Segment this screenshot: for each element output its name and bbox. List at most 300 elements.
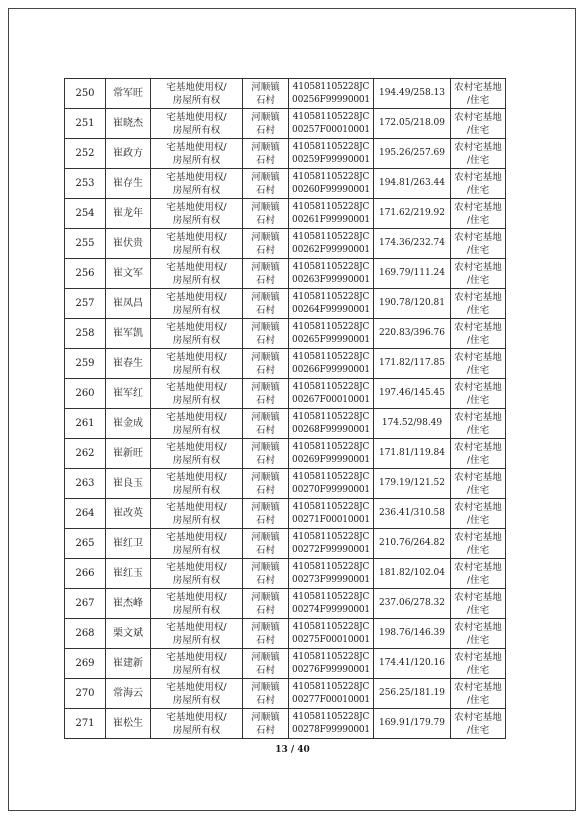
cell-land-use-line-2: /住宅 bbox=[466, 364, 490, 376]
cell-right-type-line-1: 宅基地使用权/ bbox=[166, 81, 227, 93]
cell-area: 174.52/98.49 bbox=[374, 409, 451, 439]
cell-right-type-line-1: 宅基地使用权/ bbox=[166, 141, 227, 153]
cell-unit-code-line-2: 00261F99990001 bbox=[292, 214, 370, 225]
cell-location bbox=[243, 139, 289, 169]
cell-unit-code-line-1: 410581105228JC bbox=[292, 471, 370, 482]
cell-land-use-line-2: /住宅 bbox=[466, 574, 490, 586]
cell-land-use-line-2: /住宅 bbox=[466, 274, 490, 286]
cell-land-use-line-1: 农村宅基地 bbox=[454, 501, 502, 513]
cell-number: 262 bbox=[65, 439, 106, 469]
cell-right-type-line-2: 房屋所有权 bbox=[172, 124, 221, 136]
cell-location bbox=[243, 469, 289, 499]
cell-location-line-2: 石村 bbox=[255, 544, 275, 556]
table-row bbox=[65, 349, 506, 379]
cell-land-use-line-2: /住宅 bbox=[466, 484, 490, 496]
cell-unit-code-line-2: 00275F00010001 bbox=[292, 634, 370, 645]
cell-location bbox=[243, 349, 289, 379]
cell-unit-code-line-1: 410581105228JC bbox=[292, 681, 370, 692]
cell-location bbox=[243, 229, 289, 259]
cell-right-type-line-2: 房屋所有权 bbox=[172, 634, 221, 646]
cell-location-line-2: 石村 bbox=[255, 694, 275, 706]
cell-number: 263 bbox=[65, 469, 106, 499]
cell-number: 259 bbox=[65, 349, 106, 379]
cell-number: 257 bbox=[65, 289, 106, 319]
cell-area: 237.06/278.32 bbox=[374, 589, 451, 619]
cell-right-type-line-2: 房屋所有权 bbox=[172, 514, 221, 526]
cell-right-type-line-2: 房屋所有权 bbox=[172, 274, 221, 286]
cell-location bbox=[243, 679, 289, 709]
cell-location-line-2: 石村 bbox=[255, 304, 275, 316]
table-row bbox=[65, 229, 506, 259]
cell-area: 174.41/120.16 bbox=[374, 649, 451, 679]
cell-unit-code-line-2: 00277F00010001 bbox=[292, 694, 370, 705]
cell-right-type-line-2: 房屋所有权 bbox=[172, 544, 221, 556]
cell-number: 269 bbox=[65, 649, 106, 679]
cell-unit-code-line-2: 00262F99990001 bbox=[292, 244, 370, 255]
cell-owner-name: 常军旺 bbox=[106, 79, 151, 109]
table-row bbox=[65, 679, 506, 709]
cell-right-type-line-1: 宅基地使用权/ bbox=[166, 261, 227, 273]
cell-right-type bbox=[151, 619, 243, 649]
cell-right-type bbox=[151, 709, 243, 739]
cell-unit-code-line-2: 00273F99990001 bbox=[292, 574, 370, 585]
cell-unit-code bbox=[289, 379, 374, 409]
cell-location-line-2: 石村 bbox=[255, 154, 275, 166]
cell-right-type bbox=[151, 379, 243, 409]
cell-unit-code bbox=[289, 649, 374, 679]
cell-land-use bbox=[451, 499, 506, 529]
cell-location-line-1: 河顺镇 bbox=[251, 531, 280, 543]
cell-land-use-line-1: 农村宅基地 bbox=[454, 141, 502, 153]
cell-owner-name: 崔建新 bbox=[106, 649, 151, 679]
cell-area: 210.76/264.82 bbox=[374, 529, 451, 559]
table-row bbox=[65, 619, 506, 649]
cell-right-type-line-1: 宅基地使用权/ bbox=[166, 531, 227, 543]
cell-location-line-1: 河顺镇 bbox=[251, 651, 280, 663]
cell-location-line-1: 河顺镇 bbox=[251, 321, 280, 333]
cell-location-line-2: 石村 bbox=[255, 394, 275, 406]
table-row bbox=[65, 259, 506, 289]
cell-unit-code bbox=[289, 319, 374, 349]
cell-right-type bbox=[151, 499, 243, 529]
cell-location-line-1: 河顺镇 bbox=[251, 171, 280, 183]
cell-unit-code-line-1: 410581105228JC bbox=[292, 561, 370, 572]
cell-owner-name: 崔龙年 bbox=[106, 199, 151, 229]
cell-location-line-2: 石村 bbox=[255, 604, 275, 616]
cell-area: 197.46/145.45 bbox=[374, 379, 451, 409]
cell-location bbox=[243, 439, 289, 469]
cell-unit-code-line-1: 410581105228JC bbox=[292, 111, 370, 122]
cell-right-type-line-1: 宅基地使用权/ bbox=[166, 501, 227, 513]
cell-land-use-line-1: 农村宅基地 bbox=[454, 381, 502, 393]
cell-unit-code-line-1: 410581105228JC bbox=[292, 441, 370, 452]
cell-right-type bbox=[151, 229, 243, 259]
cell-land-use bbox=[451, 649, 506, 679]
table-row bbox=[65, 439, 506, 469]
cell-right-type-line-1: 宅基地使用权/ bbox=[166, 621, 227, 633]
cell-unit-code-line-2: 00265F99990001 bbox=[292, 334, 370, 345]
cell-location-line-2: 石村 bbox=[255, 724, 275, 736]
cell-number: 261 bbox=[65, 409, 106, 439]
cell-right-type-line-2: 房屋所有权 bbox=[172, 724, 221, 736]
cell-right-type-line-1: 宅基地使用权/ bbox=[166, 381, 227, 393]
cell-owner-name: 崔松生 bbox=[106, 709, 151, 739]
table-row bbox=[65, 559, 506, 589]
cell-right-type-line-1: 宅基地使用权/ bbox=[166, 471, 227, 483]
cell-unit-code-line-2: 00263F99990001 bbox=[292, 274, 370, 285]
cell-land-use-line-1: 农村宅基地 bbox=[454, 531, 502, 543]
cell-unit-code-line-1: 410581105228JC bbox=[292, 591, 370, 602]
cell-land-use-line-1: 农村宅基地 bbox=[454, 621, 502, 633]
cell-right-type-line-2: 房屋所有权 bbox=[172, 184, 221, 196]
cell-unit-code bbox=[289, 199, 374, 229]
cell-location-line-1: 河顺镇 bbox=[251, 501, 280, 513]
cell-owner-name: 崔良玉 bbox=[106, 469, 151, 499]
cell-land-use bbox=[451, 619, 506, 649]
cell-land-use bbox=[451, 469, 506, 499]
cell-unit-code-line-2: 00271F00010001 bbox=[292, 514, 370, 525]
cell-land-use bbox=[451, 709, 506, 739]
cell-unit-code-line-1: 410581105228JC bbox=[292, 411, 370, 422]
cell-unit-code-line-1: 410581105228JC bbox=[292, 621, 370, 632]
cell-area: 172.05/218.09 bbox=[374, 109, 451, 139]
cell-land-use-line-2: /住宅 bbox=[466, 694, 490, 706]
cell-right-type-line-2: 房屋所有权 bbox=[172, 304, 221, 316]
cell-land-use-line-1: 农村宅基地 bbox=[454, 261, 502, 273]
cell-land-use-line-1: 农村宅基地 bbox=[454, 411, 502, 423]
cell-land-use-line-1: 农村宅基地 bbox=[454, 111, 502, 123]
cell-land-use bbox=[451, 319, 506, 349]
cell-owner-name: 崔金成 bbox=[106, 409, 151, 439]
cell-right-type-line-1: 宅基地使用权/ bbox=[166, 291, 227, 303]
cell-right-type bbox=[151, 349, 243, 379]
cell-number: 270 bbox=[65, 679, 106, 709]
cell-land-use-line-2: /住宅 bbox=[466, 514, 490, 526]
cell-unit-code bbox=[289, 289, 374, 319]
cell-land-use bbox=[451, 199, 506, 229]
cell-unit-code-line-1: 410581105228JC bbox=[292, 501, 370, 512]
cell-right-type-line-2: 房屋所有权 bbox=[172, 394, 221, 406]
cell-number: 250 bbox=[65, 79, 106, 109]
cell-land-use-line-1: 农村宅基地 bbox=[454, 201, 502, 213]
cell-location-line-2: 石村 bbox=[255, 274, 275, 286]
cell-unit-code-line-1: 410581105228JC bbox=[292, 351, 370, 362]
cell-unit-code-line-2: 00278F99990001 bbox=[292, 724, 370, 735]
table-row bbox=[65, 139, 506, 169]
cell-location-line-2: 石村 bbox=[255, 94, 275, 106]
cell-unit-code-line-1: 410581105228JC bbox=[292, 291, 370, 302]
cell-unit-code-line-2: 00266F99990001 bbox=[292, 364, 370, 375]
cell-land-use-line-1: 农村宅基地 bbox=[454, 471, 502, 483]
cell-location-line-1: 河顺镇 bbox=[251, 261, 280, 273]
cell-unit-code-line-2: 00274F99990001 bbox=[292, 604, 370, 615]
cell-right-type-line-2: 房屋所有权 bbox=[172, 454, 221, 466]
cell-location-line-1: 河顺镇 bbox=[251, 561, 280, 573]
cell-number: 253 bbox=[65, 169, 106, 199]
cell-unit-code bbox=[289, 109, 374, 139]
cell-unit-code-line-2: 00257F00010001 bbox=[292, 124, 370, 135]
cell-unit-code bbox=[289, 169, 374, 199]
cell-right-type-line-2: 房屋所有权 bbox=[172, 604, 221, 616]
cell-area: 181.82/102.04 bbox=[374, 559, 451, 589]
cell-land-use-line-1: 农村宅基地 bbox=[454, 291, 502, 303]
cell-right-type-line-2: 房屋所有权 bbox=[172, 244, 221, 256]
cell-land-use-line-2: /住宅 bbox=[466, 544, 490, 556]
cell-owner-name: 崔存生 bbox=[106, 169, 151, 199]
cell-unit-code bbox=[289, 499, 374, 529]
cell-area: 198.76/146.39 bbox=[374, 619, 451, 649]
cell-unit-code-line-1: 410581105228JC bbox=[292, 381, 370, 392]
cell-right-type-line-1: 宅基地使用权/ bbox=[166, 681, 227, 693]
cell-owner-name: 崔军红 bbox=[106, 379, 151, 409]
cell-location-line-2: 石村 bbox=[255, 664, 275, 676]
cell-number: 254 bbox=[65, 199, 106, 229]
cell-location-line-1: 河顺镇 bbox=[251, 141, 280, 153]
cell-location-line-2: 石村 bbox=[255, 334, 275, 346]
cell-location bbox=[243, 529, 289, 559]
cell-location-line-1: 河顺镇 bbox=[251, 291, 280, 303]
cell-unit-code bbox=[289, 589, 374, 619]
cell-location-line-1: 河顺镇 bbox=[251, 201, 280, 213]
cell-unit-code-line-2: 00270F99990001 bbox=[292, 484, 370, 495]
cell-unit-code-line-1: 410581105228JC bbox=[292, 531, 370, 542]
cell-location bbox=[243, 589, 289, 619]
cell-land-use-line-2: /住宅 bbox=[466, 604, 490, 616]
cell-unit-code bbox=[289, 259, 374, 289]
cell-land-use-line-2: /住宅 bbox=[466, 154, 490, 166]
cell-owner-name: 栗文斌 bbox=[106, 619, 151, 649]
cell-right-type-line-1: 宅基地使用权/ bbox=[166, 411, 227, 423]
cell-right-type-line-2: 房屋所有权 bbox=[172, 154, 221, 166]
cell-location-line-1: 河顺镇 bbox=[251, 621, 280, 633]
cell-unit-code-line-2: 00256F99990001 bbox=[292, 94, 370, 105]
cell-location bbox=[243, 199, 289, 229]
cell-area: 194.49/258.13 bbox=[374, 79, 451, 109]
cell-land-use bbox=[451, 439, 506, 469]
cell-location bbox=[243, 259, 289, 289]
cell-land-use-line-2: /住宅 bbox=[466, 214, 490, 226]
cell-land-use bbox=[451, 109, 506, 139]
cell-land-use bbox=[451, 409, 506, 439]
cell-location-line-1: 河顺镇 bbox=[251, 441, 280, 453]
cell-area: 169.79/111.24 bbox=[374, 259, 451, 289]
cell-right-type-line-2: 房屋所有权 bbox=[172, 424, 221, 436]
cell-land-use-line-1: 农村宅基地 bbox=[454, 231, 502, 243]
cell-unit-code bbox=[289, 409, 374, 439]
cell-unit-code bbox=[289, 709, 374, 739]
cell-number: 264 bbox=[65, 499, 106, 529]
cell-location bbox=[243, 79, 289, 109]
cell-owner-name: 崔春生 bbox=[106, 349, 151, 379]
cell-land-use-line-1: 农村宅基地 bbox=[454, 591, 502, 603]
cell-unit-code bbox=[289, 349, 374, 379]
cell-right-type bbox=[151, 589, 243, 619]
cell-land-use-line-1: 农村宅基地 bbox=[454, 441, 502, 453]
cell-land-use-line-2: /住宅 bbox=[466, 244, 490, 256]
cell-right-type bbox=[151, 109, 243, 139]
cell-unit-code-line-2: 00259F99990001 bbox=[292, 154, 370, 165]
table-row bbox=[65, 529, 506, 559]
cell-location bbox=[243, 649, 289, 679]
table-row bbox=[65, 409, 506, 439]
cell-right-type bbox=[151, 169, 243, 199]
cell-unit-code-line-1: 410581105228JC bbox=[292, 321, 370, 332]
cell-location-line-2: 石村 bbox=[255, 214, 275, 226]
cell-right-type-line-2: 房屋所有权 bbox=[172, 364, 221, 376]
cell-unit-code bbox=[289, 139, 374, 169]
cell-area: 195.26/257.69 bbox=[374, 139, 451, 169]
table-row bbox=[65, 649, 506, 679]
cell-land-use-line-2: /住宅 bbox=[466, 664, 490, 676]
cell-unit-code bbox=[289, 619, 374, 649]
cell-right-type-line-1: 宅基地使用权/ bbox=[166, 351, 227, 363]
cell-number: 258 bbox=[65, 319, 106, 349]
cell-unit-code bbox=[289, 679, 374, 709]
cell-land-use bbox=[451, 379, 506, 409]
cell-right-type bbox=[151, 679, 243, 709]
cell-right-type-line-1: 宅基地使用权/ bbox=[166, 591, 227, 603]
cell-land-use bbox=[451, 679, 506, 709]
cell-location-line-2: 石村 bbox=[255, 454, 275, 466]
cell-owner-name: 崔杰峰 bbox=[106, 589, 151, 619]
cell-area: 194.81/263.44 bbox=[374, 169, 451, 199]
cell-unit-code bbox=[289, 79, 374, 109]
cell-unit-code bbox=[289, 469, 374, 499]
cell-location bbox=[243, 169, 289, 199]
cell-unit-code-line-2: 00276F99990001 bbox=[292, 664, 370, 675]
cell-unit-code-line-2: 00268F99990001 bbox=[292, 424, 370, 435]
cell-area: 220.83/396.76 bbox=[374, 319, 451, 349]
cell-unit-code-line-2: 00267F00010001 bbox=[292, 394, 370, 405]
cell-owner-name: 常海云 bbox=[106, 679, 151, 709]
cell-location bbox=[243, 379, 289, 409]
cell-right-type-line-1: 宅基地使用权/ bbox=[166, 171, 227, 183]
cell-right-type-line-1: 宅基地使用权/ bbox=[166, 441, 227, 453]
cell-land-use-line-1: 农村宅基地 bbox=[454, 321, 502, 333]
cell-land-use-line-2: /住宅 bbox=[466, 184, 490, 196]
cell-location bbox=[243, 499, 289, 529]
cell-land-use-line-1: 农村宅基地 bbox=[454, 681, 502, 693]
cell-land-use bbox=[451, 259, 506, 289]
table-row bbox=[65, 199, 506, 229]
cell-owner-name: 崔红玉 bbox=[106, 559, 151, 589]
cell-number: 256 bbox=[65, 259, 106, 289]
cell-land-use-line-1: 农村宅基地 bbox=[454, 351, 502, 363]
page-number: 13 / 40 bbox=[275, 745, 310, 755]
cell-land-use bbox=[451, 589, 506, 619]
cell-number: 251 bbox=[65, 109, 106, 139]
registration-table bbox=[64, 78, 506, 739]
cell-location-line-1: 河顺镇 bbox=[251, 711, 280, 723]
cell-area: 179.19/121.52 bbox=[374, 469, 451, 499]
cell-right-type-line-1: 宅基地使用权/ bbox=[166, 321, 227, 333]
cell-right-type-line-1: 宅基地使用权/ bbox=[166, 651, 227, 663]
cell-right-type-line-1: 宅基地使用权/ bbox=[166, 111, 227, 123]
cell-location-line-1: 河顺镇 bbox=[251, 111, 280, 123]
cell-unit-code-line-1: 410581105228JC bbox=[292, 141, 370, 152]
cell-land-use bbox=[451, 229, 506, 259]
cell-right-type bbox=[151, 469, 243, 499]
cell-unit-code-line-1: 410581105228JC bbox=[292, 231, 370, 242]
table-row bbox=[65, 79, 506, 109]
cell-land-use-line-2: /住宅 bbox=[466, 724, 490, 736]
cell-location bbox=[243, 709, 289, 739]
cell-location bbox=[243, 409, 289, 439]
cell-right-type-line-2: 房屋所有权 bbox=[172, 94, 221, 106]
cell-unit-code bbox=[289, 229, 374, 259]
cell-land-use bbox=[451, 289, 506, 319]
cell-location bbox=[243, 319, 289, 349]
cell-owner-name: 崔红卫 bbox=[106, 529, 151, 559]
cell-area: 256.25/181.19 bbox=[374, 679, 451, 709]
cell-land-use bbox=[451, 529, 506, 559]
cell-unit-code-line-1: 410581105228JC bbox=[292, 81, 370, 92]
cell-owner-name: 崔凤昌 bbox=[106, 289, 151, 319]
cell-land-use-line-2: /住宅 bbox=[466, 634, 490, 646]
cell-number: 267 bbox=[65, 589, 106, 619]
cell-right-type bbox=[151, 259, 243, 289]
table-row bbox=[65, 379, 506, 409]
table-row bbox=[65, 589, 506, 619]
cell-owner-name: 崔军凯 bbox=[106, 319, 151, 349]
cell-unit-code bbox=[289, 439, 374, 469]
cell-location bbox=[243, 289, 289, 319]
cell-right-type bbox=[151, 319, 243, 349]
table-row bbox=[65, 169, 506, 199]
cell-right-type bbox=[151, 529, 243, 559]
cell-right-type bbox=[151, 649, 243, 679]
cell-unit-code-line-2: 00264F99990001 bbox=[292, 304, 370, 315]
cell-owner-name: 崔政方 bbox=[106, 139, 151, 169]
cell-land-use bbox=[451, 559, 506, 589]
cell-location-line-1: 河顺镇 bbox=[251, 411, 280, 423]
cell-location-line-2: 石村 bbox=[255, 484, 275, 496]
cell-land-use-line-1: 农村宅基地 bbox=[454, 561, 502, 573]
cell-land-use-line-1: 农村宅基地 bbox=[454, 171, 502, 183]
cell-location-line-2: 石村 bbox=[255, 124, 275, 136]
cell-area: 236.41/310.58 bbox=[374, 499, 451, 529]
cell-unit-code-line-1: 410581105228JC bbox=[292, 171, 370, 182]
cell-right-type bbox=[151, 139, 243, 169]
cell-land-use bbox=[451, 79, 506, 109]
table-body bbox=[65, 79, 506, 739]
cell-right-type-line-1: 宅基地使用权/ bbox=[166, 201, 227, 213]
cell-right-type bbox=[151, 289, 243, 319]
cell-land-use-line-2: /住宅 bbox=[466, 454, 490, 466]
cell-land-use-line-2: /住宅 bbox=[466, 424, 490, 436]
cell-number: 268 bbox=[65, 619, 106, 649]
cell-unit-code bbox=[289, 559, 374, 589]
cell-right-type bbox=[151, 559, 243, 589]
cell-land-use-line-1: 农村宅基地 bbox=[454, 651, 502, 663]
cell-location bbox=[243, 619, 289, 649]
cell-right-type-line-2: 房屋所有权 bbox=[172, 214, 221, 226]
cell-owner-name: 崔新旺 bbox=[106, 439, 151, 469]
cell-land-use bbox=[451, 169, 506, 199]
cell-area: 169.91/179.79 bbox=[374, 709, 451, 739]
cell-area: 171.62/219.92 bbox=[374, 199, 451, 229]
cell-right-type bbox=[151, 199, 243, 229]
cell-number: 260 bbox=[65, 379, 106, 409]
cell-land-use bbox=[451, 349, 506, 379]
table-row bbox=[65, 109, 506, 139]
table-row bbox=[65, 319, 506, 349]
cell-right-type-line-2: 房屋所有权 bbox=[172, 664, 221, 676]
cell-unit-code-line-1: 410581105228JC bbox=[292, 651, 370, 662]
cell-number: 266 bbox=[65, 559, 106, 589]
cell-unit-code bbox=[289, 529, 374, 559]
table-row bbox=[65, 469, 506, 499]
